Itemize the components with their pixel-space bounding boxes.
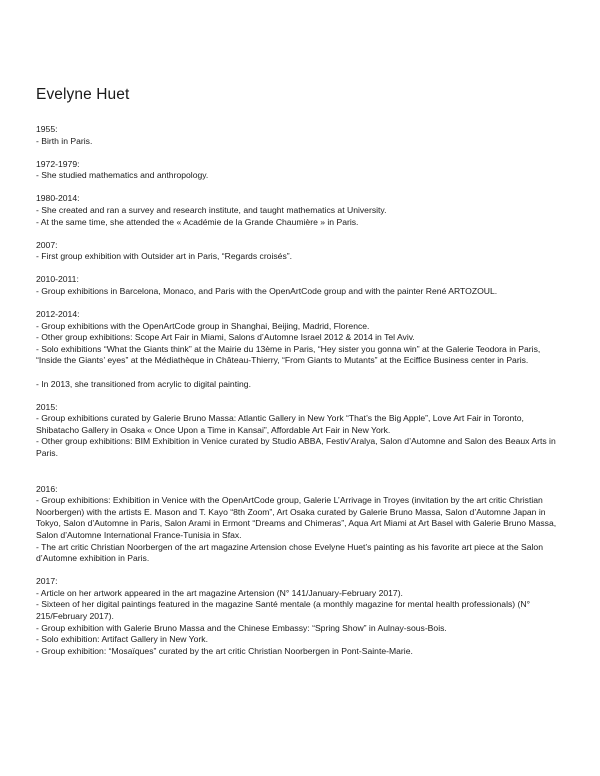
- entry-line: - Group exhibitions in Barcelona, Monaco, and Paris with the OpenArtCode group and with the painter René ARTOZOUL.: [36, 285, 498, 296]
- entry-line: - Other group exhibitions: Scope Art Fair in Miami, Salons d’Automne Israel 2012 & 2014 in Tel Aviv.: [36, 332, 415, 343]
- entry-2012-2014: [36, 309, 566, 367]
- entry-2017: [36, 576, 566, 657]
- entry-line: - Birth in Paris.: [36, 135, 93, 146]
- entry-2013-note: [36, 379, 566, 391]
- entry-line: - She created and ran a survey and research institute, and taught mathematics at University.: [36, 204, 387, 215]
- entry-year: 2010-2011:: [36, 274, 79, 285]
- entry-line: - At the same time, she attended the « Académie de la Grande Chaumière » in Paris.: [36, 216, 359, 227]
- biography-page: [36, 86, 566, 669]
- entry-line: - Solo exhibitions “What the Giants think” at the Mairie du 13ème in Paris, “Hey sister you gonna win” at the Galerie Teodora in Paris, “Inside the Giants’ eyes” at the Médiathèque in Château-Thierry, “From Giants to Mutants” at the Eciffice Business center in Paris.: [36, 343, 541, 366]
- entry-line: - Solo exhibition: Artifact Gallery in New York.: [36, 634, 208, 645]
- entry-1955: [36, 124, 566, 147]
- entry-2007: [36, 240, 566, 263]
- entry-line: - Group exhibition: “Mosaïques” curated by the art critic Christian Noorbergen in Pont-Sainte-Marie.: [36, 645, 413, 656]
- entry-year: 1972-1979:: [36, 158, 80, 169]
- entry-line: - First group exhibition with Outsider art in Paris, “Regards croisés”.: [36, 251, 292, 262]
- entry-line: - Group exhibitions: Exhibition in Venice with the OpenArtCode group, Galerie L’Arrivage in Troyes (invitation by the art critic Christian Noorbergen) with the artists E. Mason and T. Kayo “8th Zoom”, Art Osaka curated by Galerie Bruno Massa, Salon d’Automne Japan in Tokyo, Salon d’Automne in Paris, Salon Arami in Ermont “Dreams and Chimeras”, Aqua Art Miami at Art Basel with Galerie Bruno Massa, Salon d’Automne International France-Tunisia in Sfax.: [36, 495, 557, 540]
- entry-year: 2016:: [36, 483, 58, 494]
- entry-year: 2012-2014:: [36, 309, 80, 320]
- entry-2016: [36, 484, 566, 565]
- entry-year: 2015:: [36, 401, 58, 412]
- entry-line: - Group exhibitions with the OpenArtCode group in Shanghai, Beijing, Madrid, Florence.: [36, 320, 370, 331]
- entry-2010-2011: [36, 274, 566, 297]
- entry-year: 1980-2014:: [36, 193, 80, 204]
- entry-year: 1955:: [36, 124, 58, 134]
- page-title: Evelyne Huet: [36, 86, 130, 103]
- entry-2015: [36, 402, 566, 460]
- entry-year: 2017:: [36, 576, 58, 587]
- entry-line: - She studied mathematics and anthropology.: [36, 170, 209, 181]
- entry-line: - Group exhibition with Galerie Bruno Massa and the Chinese Embassy: “Spring Show” in Aulnay-sous-Bois.: [36, 622, 447, 633]
- entry-1980-2014: [36, 193, 566, 228]
- entry-line: - Group exhibitions curated by Galerie Bruno Massa: Atlantic Gallery in New York “That’s the Big Apple”, Love Art Fair in Toronto, Shibatacho Gallery in Osaka « Once Upon a Time in Kansai”, Affordable Art Fair in New York.: [36, 413, 524, 435]
- entry-line: - In 2013, she transitioned from acrylic to digital painting.: [36, 378, 251, 389]
- entry-year: 2007:: [36, 239, 58, 250]
- entry-1972-1979: [36, 159, 566, 182]
- entry-line: - Sixteen of her digital paintings featured in the magazine Santé mentale (a monthly magazine for mental health professionals) (N° 215/February 2017).: [36, 599, 531, 621]
- entry-line: - Article on her artwork appeared in the art magazine Artension (N° 141/January-February 2017).: [36, 587, 403, 598]
- entry-line: - Other group exhibitions: BIM Exhibition in Venice curated by Studio ABBA, Festiv’Aralya, Salon d’Automne and Salon des Beaux Arts in Paris.: [36, 436, 556, 458]
- entry-line: - The art critic Christian Noorbergen of the art magazine Artension chose Evelyne Huet’s painting as his favorite art piece at the Salon d’Automne exhibition in Paris.: [36, 541, 543, 564]
